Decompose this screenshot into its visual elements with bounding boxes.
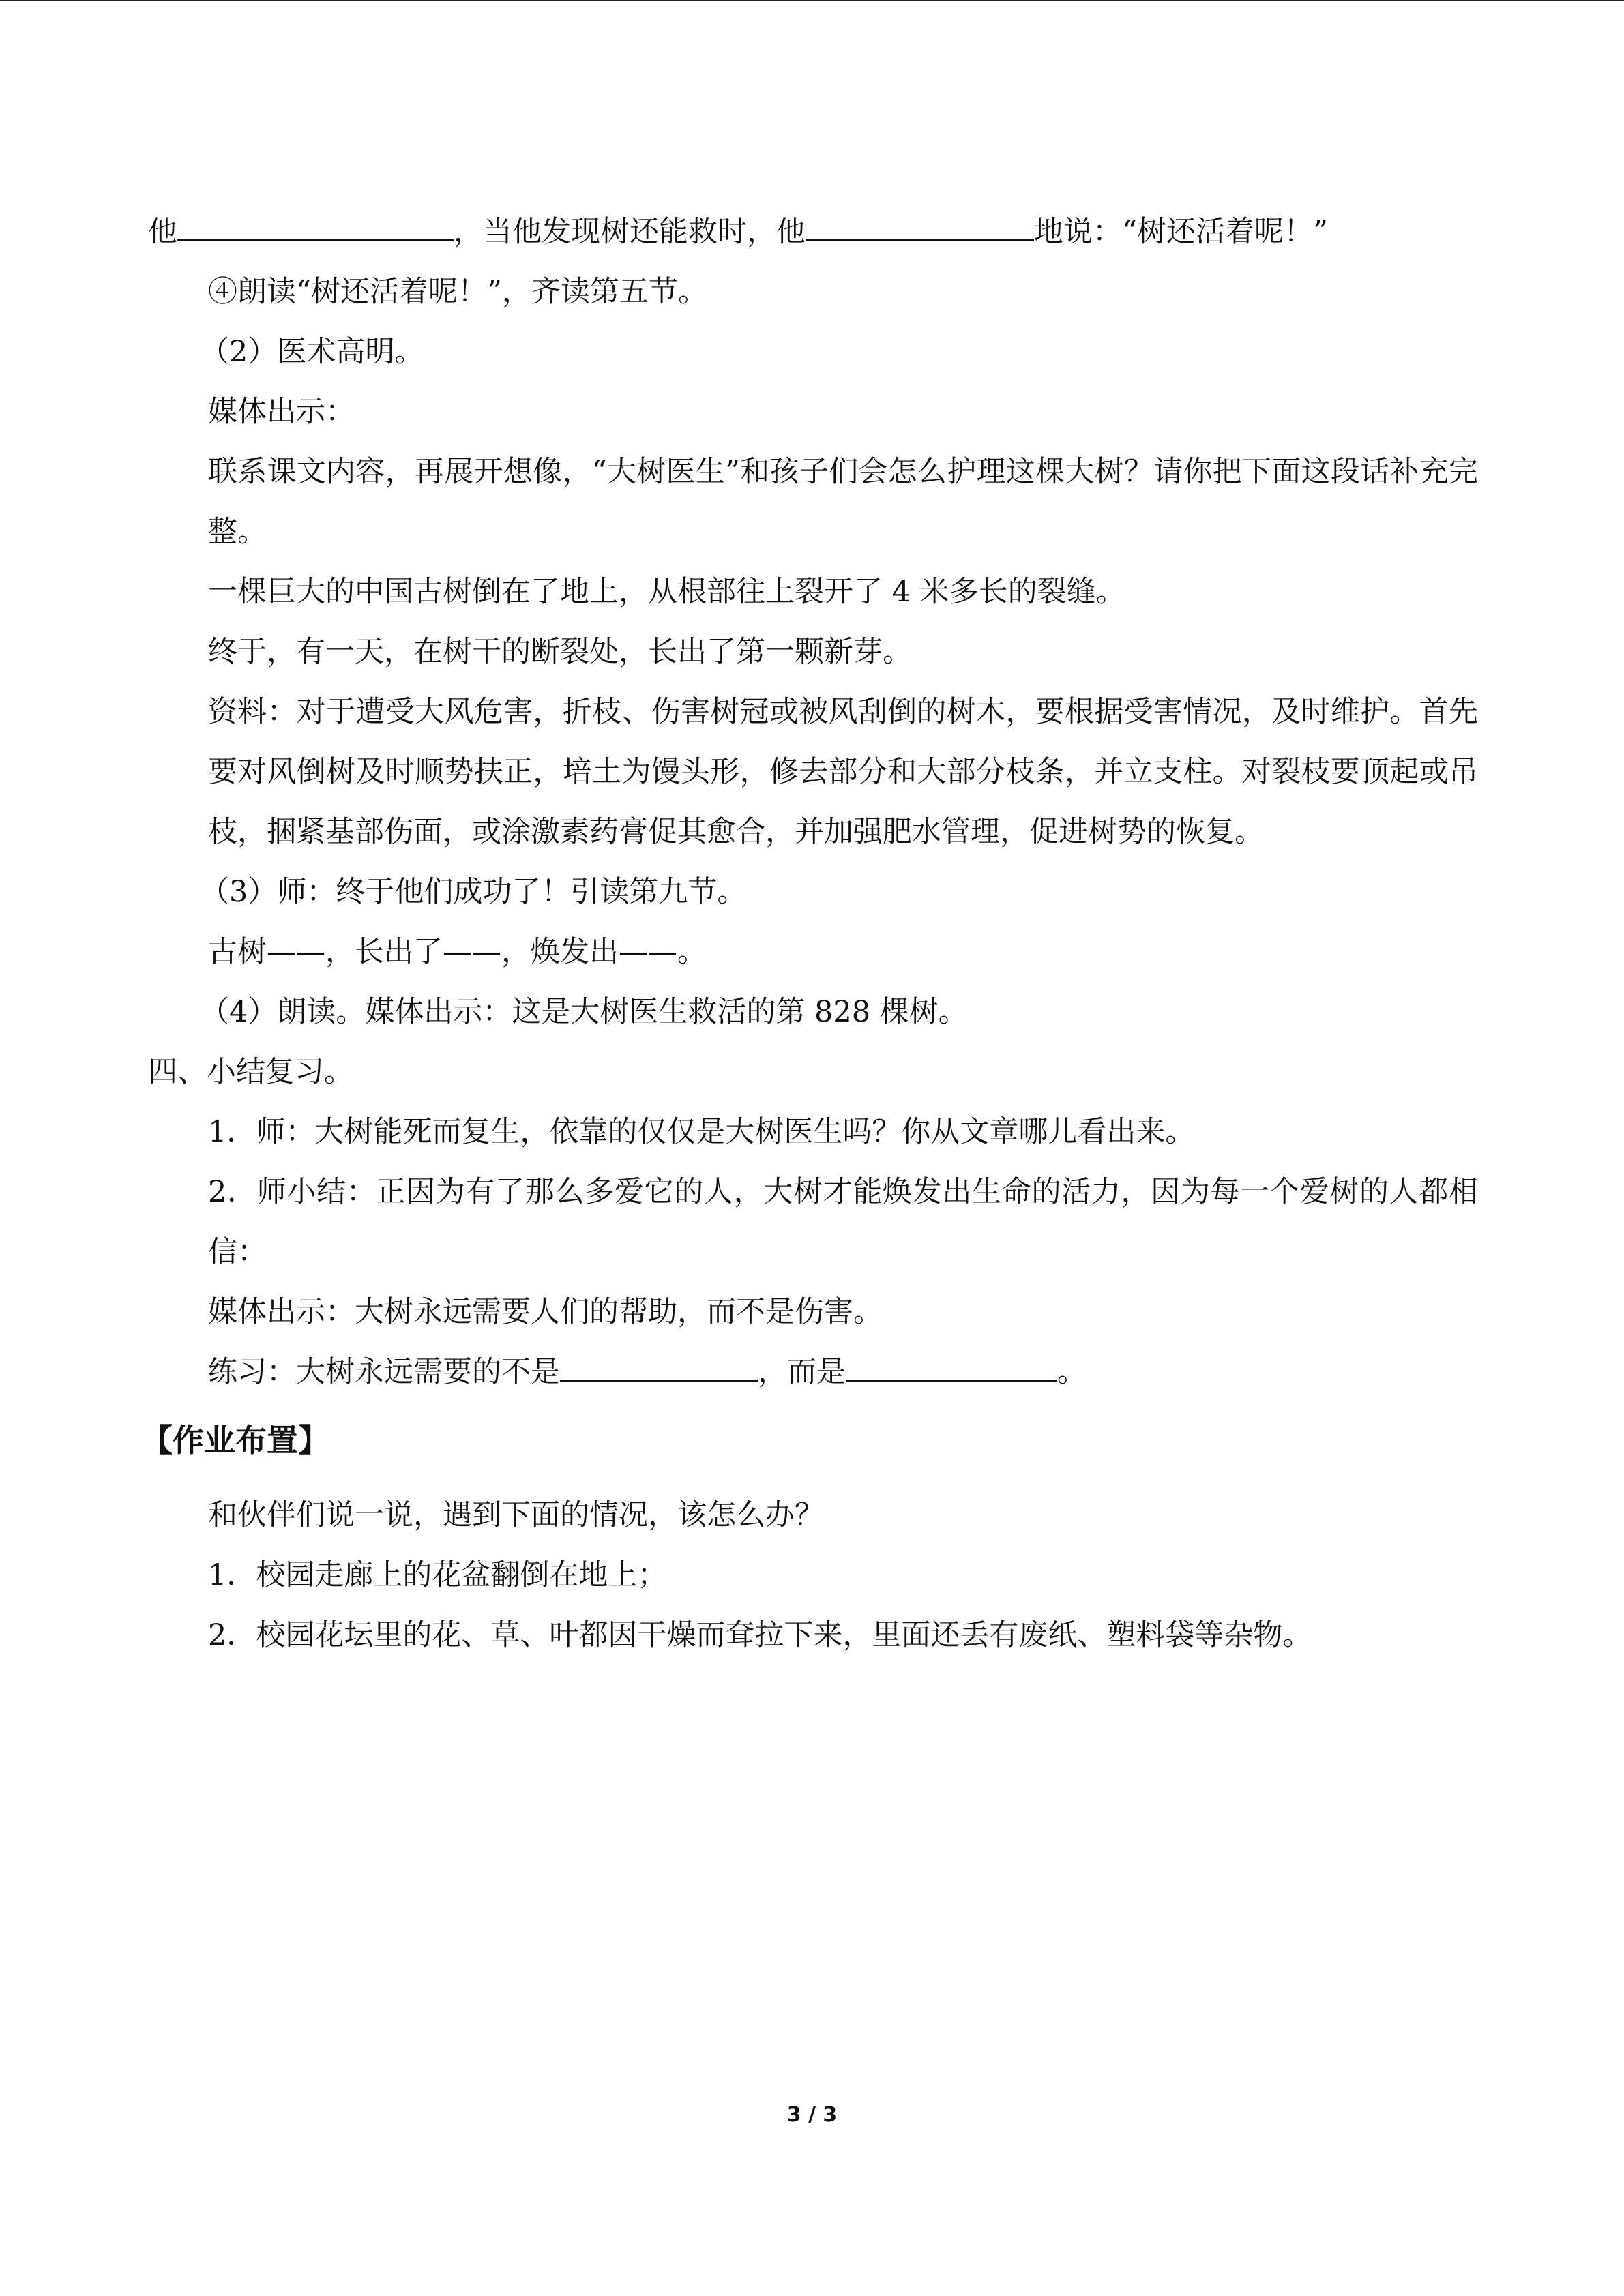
summary-media: 媒体出示：大树永远需要人们的帮助，而不是伤害。 — [208, 1295, 883, 1329]
line1-part-a: 他 — [148, 215, 177, 249]
fill-in-line-doctor-reaction — [148, 202, 1478, 262]
paragraph-read-aloud: ④朗读“树还活着呢！”，齐读第五节。 — [208, 275, 707, 309]
homework-intro: 和伙伴们说一说，遇到下面的情况，该怎么办？ — [208, 1498, 824, 1532]
answer-blank-1 — [177, 212, 454, 241]
exercise-line — [148, 1342, 1478, 1402]
exercise-part-a: 练习：大树永远需要的不是 — [208, 1355, 560, 1389]
line1-part-b: ，当他发现树还能救时，他 — [454, 215, 806, 249]
paragraph-recite-828: （4）朗读。媒体出示：这是大树医生救活的第 828 棵树。 — [200, 995, 968, 1029]
section-heading-summary: 四、小结复习。 — [148, 1055, 353, 1089]
homework-heading: 【作业布置】 — [141, 1422, 329, 1459]
document-body — [141, 202, 1478, 1665]
page-top-border — [0, 0, 1624, 1]
homework-item-2: 2．校园花坛里的花、草、叶都因干燥而耷拉下来，里面还丢有废纸、塑料袋等杂物。 — [208, 1618, 1312, 1652]
homework-item-1: 1．校园走廊上的花盆翻倒在地上； — [208, 1558, 667, 1592]
media-label: 媒体出示： — [208, 395, 355, 429]
subheading-skill: （2）医术高明。 — [200, 335, 424, 369]
line1-part-c: 地说：“树还活着呢！” — [1034, 215, 1328, 249]
summary-item-1: 1．师：大树能死而复生，依靠的仅仅是大树医生吗？你从文章哪儿看出来。 — [208, 1115, 1195, 1149]
exercise-part-b: ，而是 — [758, 1355, 846, 1389]
paragraph-imagine-task: 联系课文内容，再展开想像，“大树医生”和孩子们会怎么护理这棵大树？请你把下面这段话补充完整。 — [208, 455, 1478, 549]
page-number: 3 / 3 — [786, 2103, 838, 2127]
exercise-part-c: 。 — [1057, 1355, 1087, 1389]
paragraph-old-tree: 一棵巨大的中国古树倒在了地上，从根部往上裂开了 4 米多长的裂缝。 — [208, 575, 1125, 609]
paragraph-reference-material: 资料：对于遭受大风危害，折枝、伤害树冠或被风刮倒的树木，要根据受害情况，及时维护。首先要对风倒树及时顺势扶正，培土为馒头形，修去部分和大部分枝条，并立支柱。对裂枝要顶起或吊枝，捆紧基部伤面，或涂激素药膏促其愈合，并加强肥水管理，促进树势的恢复。 — [208, 695, 1478, 849]
summary-item-2: 2．师小结：正因为有了那么多爱它的人，大树才能焕发出生命的活力，因为每一个爱树的人都相信： — [208, 1175, 1478, 1269]
paragraph-tree-fill: 古树——，长出了——，焕发出——。 — [208, 935, 707, 969]
answer-blank-4 — [846, 1352, 1057, 1382]
paragraph-success: （3）师：终于他们成功了！引读第九节。 — [200, 875, 747, 909]
paragraph-new-sprout: 终于，有一天，在树干的断裂处，长出了第一颗新芽。 — [208, 635, 912, 669]
answer-blank-3 — [560, 1352, 758, 1382]
answer-blank-2 — [806, 212, 1034, 241]
